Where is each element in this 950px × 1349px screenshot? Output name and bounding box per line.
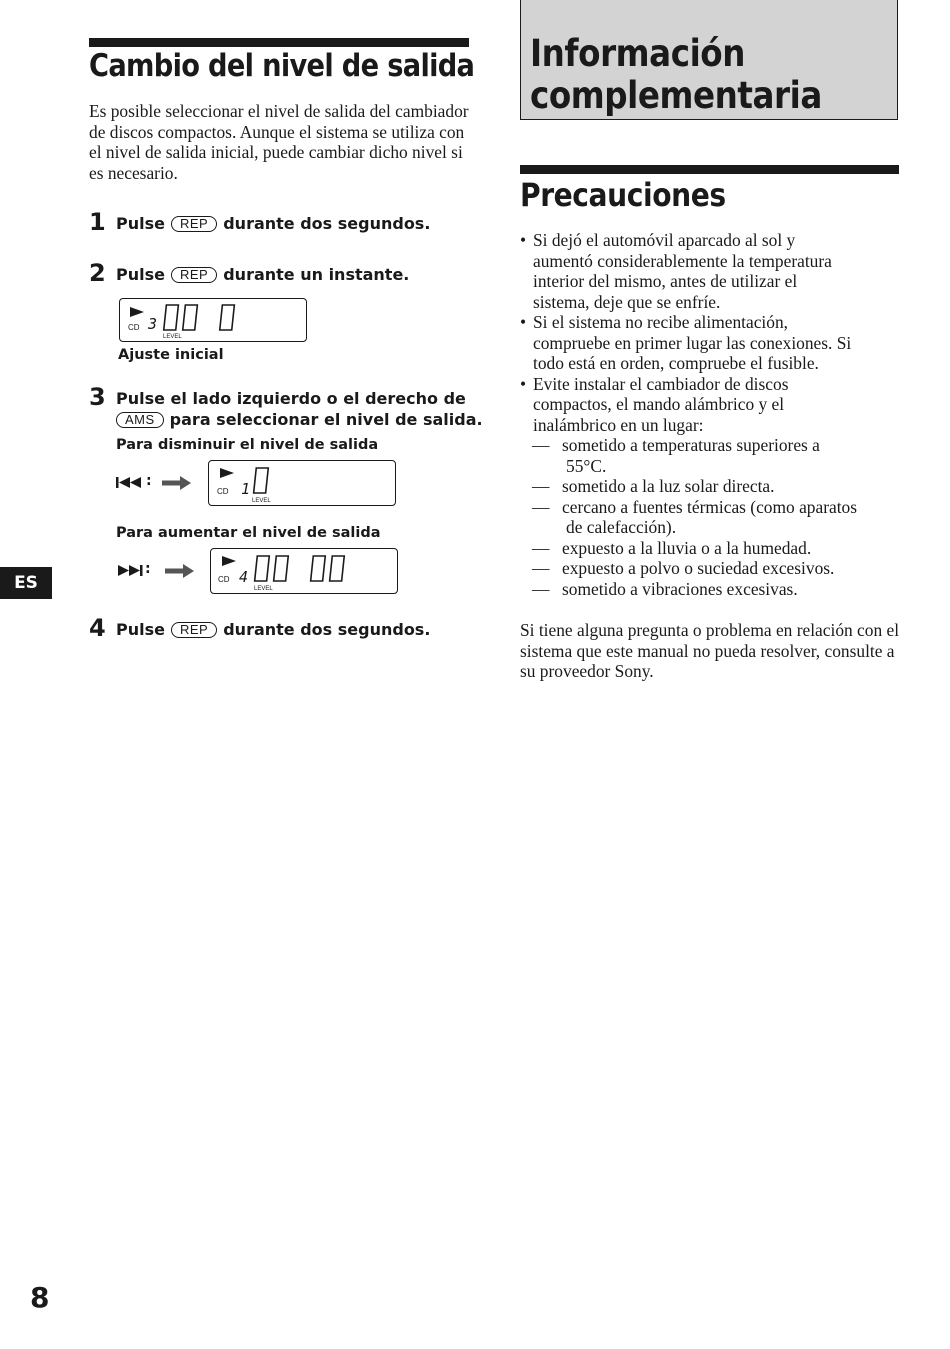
list-item: — expuesto a la lluvia o a la humedad. [532,537,812,558]
intro-paragraph: Es posible seleccionar el nivel de salida del cambiador de discos compactos. Aunque el sistema se utiliza con el nivel de salida inicial, puede cambiar dicho nivel si es necesario. [89,101,469,183]
arrow-right-icon [165,563,195,579]
rep-key: REP [171,267,217,283]
lcd-source-label: CD [128,323,140,332]
next-track-key: : [118,562,162,582]
previous-track-icon [116,477,119,488]
list-item: • Si el sistema no recibe alimentación, compruebe en primer lugar las conexiones. Si todo está en orden, compruebe el fusible. [520,312,852,373]
section-rule [89,38,469,47]
ams-key: AMS [116,412,164,428]
next-track-icon [118,565,129,576]
closing-paragraph: Si tiene alguna pregunta o problema en relación con el sistema que este manual no pueda resolver, consulte a su proveedor Sony. [520,620,900,681]
arrow-right-icon [162,475,192,491]
step-1-number: 1 [89,208,106,236]
rep-key: REP [171,622,217,638]
step-4-text: Pulse REP durante dos segundos. [116,620,431,639]
step-2-text: Pulse REP durante un instante. [116,265,410,284]
lcd-level-label: LEVEL [252,498,271,504]
lcd-level-digit: 4 [239,568,249,586]
section-rule [520,165,899,174]
previous-track-key: : [116,474,160,494]
list-item: — expuesto a polvo o suciedad excesivos. [532,558,835,578]
lcd-source-label: CD [217,487,229,496]
section-header-title: Información complementaria [530,32,822,117]
step-4-number: 4 [89,614,106,642]
lcd-display-initial [119,298,307,342]
list-item: — cercano a fuentes térmicas (como aparatos de calefacción). [532,496,858,537]
lcd-level-digit: 1 [241,480,251,498]
list-item: — sometido a temperaturas superiores a 55°C. [532,435,820,476]
lcd-digit-segments [254,468,269,493]
rep-key: REP [171,216,217,232]
list-item: — sometido a vibraciones excesivas. [532,578,798,599]
list-item: • Si dejó el automóvil aparcado al sol y aumentó considerablemente la temperatura interior del mismo, antes de utilizar el sistema, deje que se enfríe. [520,230,832,312]
play-icon [220,468,234,478]
language-tab: ES [0,567,52,599]
step-3-line1: Pulse el lado izquierdo o el derecho de [116,389,466,408]
lcd-digit-segments [255,556,345,581]
lcd-display-decrease [208,460,396,506]
caption-decrease: Para disminuir el nivel de salida [116,437,379,453]
lcd-digit-segments [164,305,235,330]
list-item: — sometido a la luz solar directa. [532,476,775,496]
step-3-number: 3 [89,383,106,411]
play-icon [130,307,144,317]
list-item: • Evite instalar el cambiador de discos compactos, el mando alámbrico y el inalámbrico en un lugar: [520,373,789,435]
lcd-level-label: LEVEL [254,586,273,592]
section-title: Cambio del nivel de salida [89,48,475,84]
play-icon [222,556,236,566]
precautions-title: Precauciones [520,176,726,214]
step-2-number: 2 [89,259,106,287]
lcd-level-digit: 3 [148,315,158,333]
lcd-display-increase [210,548,398,594]
page-number: 8 [30,1281,50,1314]
step-1-text: Pulse REP durante dos segundos. [116,214,431,233]
caption-increase: Para aumentar el nivel de salida [116,525,381,541]
caption-initial: Ajuste inicial [118,347,224,363]
lcd-level-label: LEVEL [163,334,182,340]
step-3-line2: AMS para seleccionar el nivel de salida. [116,409,483,430]
precautions-list [520,230,912,599]
lcd-source-label: CD [218,575,230,584]
